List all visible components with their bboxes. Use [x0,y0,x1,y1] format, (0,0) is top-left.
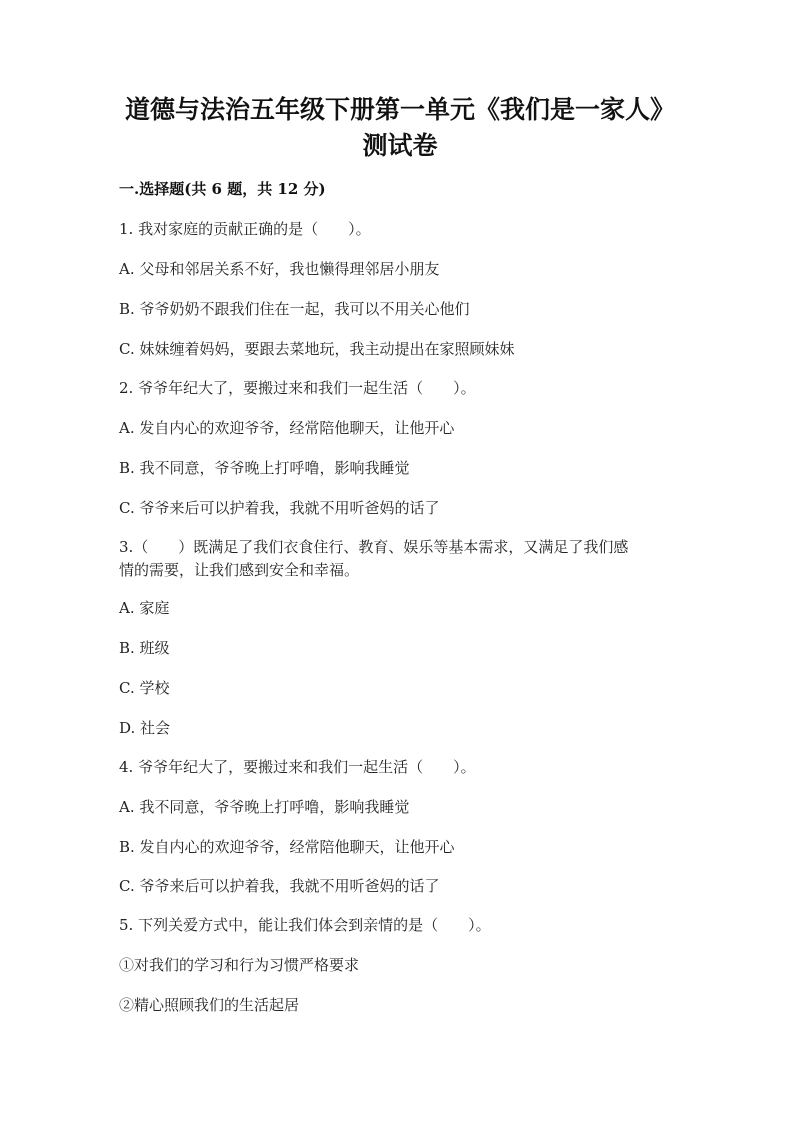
question-1-option-b: B. 爷爷奶奶不跟我们住在一起，我可以不用关心他们 [119,300,470,318]
question-5-item-1: ①对我们的学习和行为习惯严格要求 [119,956,360,974]
question-4-option-b: B. 发自内心的欢迎爷爷，经常陪他聊天，让他开心 [119,838,455,856]
question-2-option-c: C. 爷爷来后可以护着我，我就不用听爸妈的话了 [119,499,440,517]
question-5-stem: 5. 下列关爱方式中，能让我们体会到亲情的是（ ）。 [119,916,491,934]
question-1-stem: 1. 我对家庭的贡献正确的是（ ）。 [119,220,371,238]
question-1-option-a: A. 父母和邻居关系不好，我也懒得理邻居小朋友 [119,260,440,278]
question-4-stem: 4. 爷爷年纪大了，要搬过来和我们一起生活（ ）。 [119,758,476,776]
question-2-option-a: A. 发自内心的欢迎爷爷，经常陪他聊天，让他开心 [119,419,455,437]
question-3-stem-line2: 情的需要，让我们感到安全和幸福。 [119,561,360,579]
question-4-option-a: A. 我不同意，爷爷晚上打呼噜，影响我睡觉 [119,798,410,816]
question-3-option-a: A. 家庭 [119,599,170,617]
document-title-line1: 道德与法治五年级下册第一单元《我们是一家人》 [124,95,675,124]
document-title-line2: 测试卷 [362,131,438,160]
question-2-option-b: B. 我不同意，爷爷晚上打呼噜，影响我睡觉 [119,459,410,477]
question-3-option-d: D. 社会 [119,719,171,737]
question-5-item-2: ②精心照顾我们的生活起居 [119,996,300,1014]
question-4-option-c: C. 爷爷来后可以护着我，我就不用听爸妈的话了 [119,877,440,895]
question-3-option-c: C. 学校 [119,679,170,697]
question-1-option-c: C. 妹妹缠着妈妈，要跟去菜地玩，我主动提出在家照顾妹妹 [119,340,515,358]
question-3-option-b: B. 班级 [119,639,170,657]
question-3-stem-line1: 3.（ ）既满足了我们衣食住行、教育、娱乐等基本需求，又满足了我们感 [119,538,629,556]
section-heading: 一.选择题(共 6 题，共 12 分) [119,180,326,198]
question-2-stem: 2. 爷爷年纪大了，要搬过来和我们一起生活（ ）。 [119,379,476,397]
